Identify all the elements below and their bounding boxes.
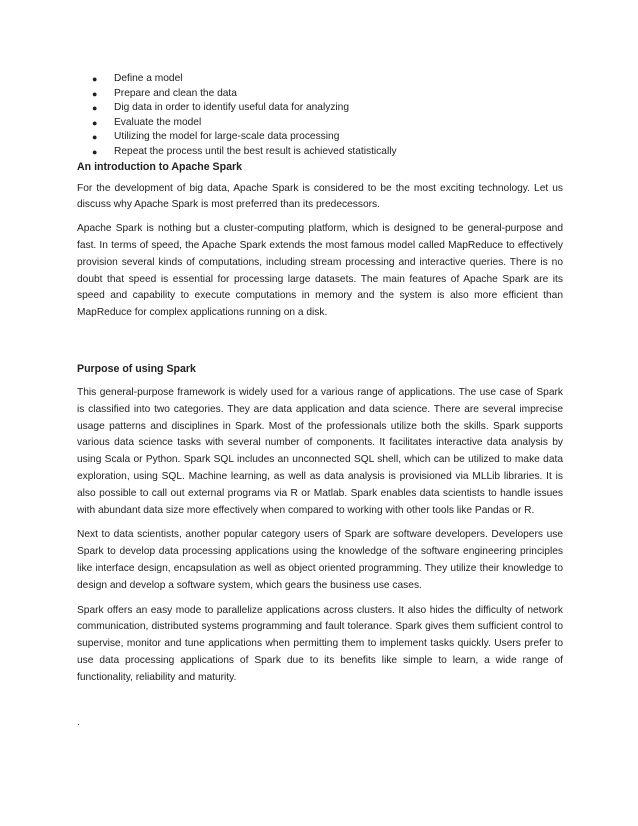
- bullet-text: Define a model: [114, 73, 183, 84]
- steps-bullet-list: [77, 72, 563, 160]
- bullet-text: Prepare and clean the data: [114, 87, 237, 99]
- bullet-text: Evaluate the model: [114, 116, 202, 128]
- bullet-item: [92, 87, 563, 102]
- purpose-heading: Purpose of using Spark: [77, 362, 196, 375]
- bullet-icon: ●: [92, 74, 98, 84]
- bullet-item: [92, 145, 563, 160]
- intro-paragraph-1: For the development of big data, Apache Spark is considered to be the most exciting technology. Let us discuss why Apache Spark is most preferred than its predecessors.: [77, 182, 563, 211]
- intro-paragraph-2: Apache Spark is nothing but a cluster-computing platform, which is designed to be general-purpose and fast. In terms of speed, the Apache Spark extends the most famous model called MapReduce to effectively provision several kinds of computations, including stream processing and interactive queries. There is no doubt that speed is essential for processing large datasets. The main features of Apache Spark are its speed and capability to execute computations in memory and the system is also more efficient than MapReduce for complex applications running on a disk.: [77, 223, 563, 319]
- bullet-item: [92, 130, 563, 145]
- bullet-text: Repeat the process until the best result is achieved statistically: [114, 145, 397, 157]
- bullet-icon: ●: [92, 117, 98, 128]
- purpose-paragraph-3: Spark offers an easy mode to parallelize applications across clusters. It also hides the difficulty of network communication, distributed systems programming and fault tolerance. Spark gives them sufficient control to supervise, monitor and tune applications when permitting them to implement tasks quickly. Users prefer to use data processing applications of Spark due to its benefits like simple to learn, a wide range of functionality, reliability and maturity.: [77, 604, 563, 683]
- bullet-icon: ●: [92, 88, 98, 99]
- bullet-item: [92, 101, 563, 116]
- purpose-paragraph-1: This general-purpose framework is widely used for a various range of applications. The use case of Spark is classified into two categories. They are data application and data science. There are several imprecise usage patterns and disciplines in Spark. Most of the professionals utilize both the skills. Spark supports various data science tasks with several number of components. It facilitates interactive data analysis by using Scala or Python. Spark SQL includes an unconnected SQL shell, which can be utilized to make data exploration, using SQL. Machine learning, as well as data analysis is provisioned via MLLib libraries. It is also possible to call out external programs via R or Matlab. Spark enables data scientists to handle issues with abundant data size more effectively when compared to working with other tools like Pandas or R.: [77, 386, 563, 516]
- bullet-text: Dig data in order to identify useful data for analyzing: [114, 102, 350, 114]
- trailing-period: .: [77, 717, 80, 729]
- intro-heading: An introduction to Apache Spark: [77, 160, 242, 173]
- bullet-item: [92, 116, 563, 131]
- bullet-icon: ●: [92, 103, 98, 114]
- bullet-text: Utilizing the model for large-scale data processing: [114, 131, 340, 143]
- bullet-icon: ●: [92, 132, 98, 143]
- bullet-item: [92, 72, 563, 87]
- purpose-paragraph-2: Next to data scientists, another popular category users of Spark are software developers. Developers use Spark to develop data processing applications using the knowledge of the software engineering principles like interface design, encapsulation as well as object oriented programming. They utilize their knowledge to design and develop a software system, which gears the business use cases.: [77, 529, 563, 591]
- document-page: [77, 72, 563, 730]
- bullet-icon: ●: [92, 146, 98, 157]
